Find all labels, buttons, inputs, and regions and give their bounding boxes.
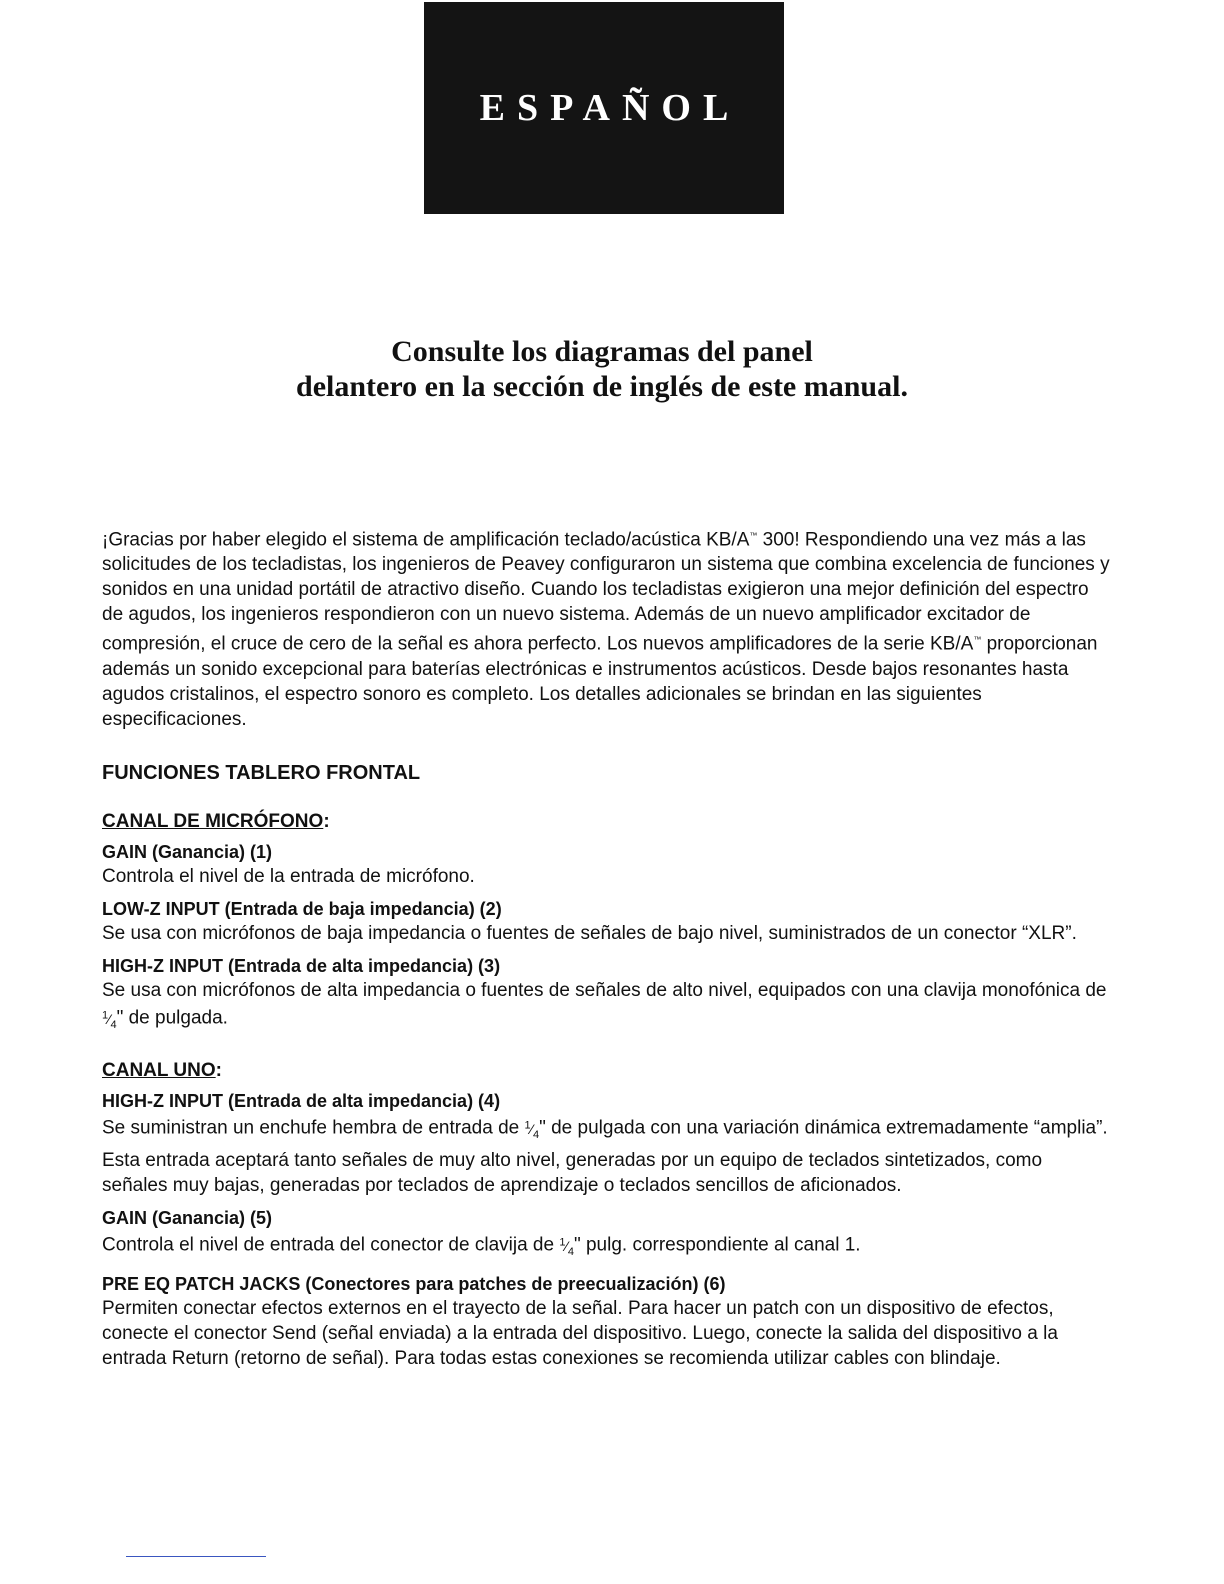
banner-title: ESPAÑOL bbox=[479, 87, 741, 129]
fraction-denominator: 4 bbox=[567, 1245, 574, 1258]
feature-title: PRE EQ PATCH JACKS (Conectores para patches de preecualización) (6) bbox=[102, 1274, 726, 1295]
fraction-quarter: $^1⁄_4$ bbox=[524, 1119, 540, 1141]
feature-body-pre: Controla el nivel de entrada del conector de clavija de bbox=[102, 1234, 560, 1256]
feature-body-post: " de pulgada. bbox=[116, 1007, 228, 1029]
feature-body-pre: Se suministran un enchufe hembra de entrada de bbox=[102, 1118, 525, 1140]
feature-item bbox=[102, 1272, 1112, 1371]
feature-item bbox=[102, 954, 1112, 1037]
feature-item bbox=[102, 1206, 1112, 1264]
features-content bbox=[102, 810, 1112, 1379]
feature-body-pre: Se usa con micrófonos de alta impedancia o fuentes de señales de alto nivel, equipados con una clavija monofónica de bbox=[102, 980, 1107, 1001]
feature-body-post: " pulg. correspondiente al canal 1. bbox=[573, 1234, 861, 1256]
channel-one-heading bbox=[102, 1059, 1112, 1083]
feature-body bbox=[102, 1113, 1112, 1197]
feature-body bbox=[102, 978, 1112, 1037]
feature-title: GAIN (Ganancia) (1) bbox=[102, 842, 273, 862]
fraction-numerator: 1 bbox=[559, 1235, 566, 1248]
page-subtitle bbox=[0, 334, 1214, 404]
channel-one-colon: : bbox=[215, 1060, 222, 1082]
feature-item bbox=[102, 840, 1112, 889]
feature-title: HIGH-Z INPUT (Entrada de alta impedancia) (3) bbox=[102, 956, 501, 976]
feature-title: LOW-Z INPUT (Entrada de baja impedancia) (2) bbox=[102, 899, 502, 919]
feature-item bbox=[102, 1089, 1112, 1197]
feature-body-post: " de pulgada con una variación dinámica extremadamente “amplia”. Esta entrada aceptará tanto señales de muy alto nivel, generadas por un equipo de teclados sintetizados, como señales muy bajas, generadas por teclados de aprendizaje o teclados sencillos de aficionados. bbox=[102, 1118, 1108, 1196]
fraction-numerator: 1 bbox=[102, 1009, 109, 1021]
fraction-denominator: 4 bbox=[110, 1018, 117, 1031]
feature-title: GAIN (Ganancia) (5) bbox=[102, 1207, 273, 1228]
channel-one-label: CANAL UNO bbox=[102, 1060, 216, 1082]
intro-paragraph bbox=[102, 523, 1112, 732]
mic-channel-colon: : bbox=[323, 811, 330, 832]
fraction-quarter: $^1⁄_4$ bbox=[102, 1009, 117, 1031]
subtitle-line-1: Consulte los diagramas del panel bbox=[391, 335, 813, 368]
feature-body: Se usa con micrófonos de baja impedancia o fuentes de señales de bajo nivel, suministrados de un conector “XLR”. bbox=[102, 923, 1077, 944]
fraction-denominator: 4 bbox=[532, 1128, 540, 1141]
feature-body bbox=[102, 1230, 1112, 1264]
feature-body: Permiten conectar efectos externos en el trayecto de la señal. Para hacer un patch con un dispositivo de efectos, conecte el conector Send (señal enviada) a la entrada del dispositivo. Luego, conecte la salida del dispositivo a la entrada Return (retorno de señal). Para todas estas conexiones se recomienda utilizar cables con blindaje. bbox=[102, 1298, 1058, 1370]
mic-channel-label: CANAL DE MICRÓFONO bbox=[102, 811, 324, 832]
section-title: FUNCIONES TABLERO FRONTAL bbox=[102, 762, 421, 784]
footer-rule bbox=[126, 1556, 266, 1557]
feature-title: HIGH-Z INPUT (Entrada de alta impedancia) (4) bbox=[102, 1091, 501, 1112]
intro-part-3: proporcionan además un sonido excepcional para baterías electrónicas e instrumentos acústicos. Desde bajos resonantes hasta agudos cristalinos, el espectro sonoro es completo. Los detalles adicionales se brindan en las siguientes especificaciones. bbox=[102, 633, 1098, 730]
intro-part-1: ¡Gracias por haber elegido el sistema de amplificación teclado/acústica KB/A bbox=[102, 529, 750, 551]
fraction-quarter: $^1⁄_4$ bbox=[559, 1235, 574, 1258]
fraction-numerator: 1 bbox=[524, 1119, 531, 1132]
trademark-symbol: ™ bbox=[749, 531, 758, 540]
intro-part-2: 300! Respondiendo una vez más a las solicitudes de los tecladistas, los ingenieros de Peavey configuraron un sistema que combina excelencia de funciones y sonidos en una unidad portátil de atractivo diseño. Cuando los tecladistas exigieron una mejor definición del espectro de agudos, los ingenieros respondieron con un nuevo sistema. Además de un nuevo amplificador excitador de compresión, el cruce de cero de la señal es ahora perfecto. Los nuevos amplificadores de la serie KB/A bbox=[102, 529, 1110, 655]
subtitle-line-2: delantero en la sección de inglés de este manual. bbox=[296, 370, 908, 403]
feature-item bbox=[102, 897, 1112, 946]
trademark-symbol-2: ™ bbox=[973, 635, 982, 645]
language-banner bbox=[424, 2, 784, 214]
feature-body: Controla el nivel de la entrada de micrófono. bbox=[102, 866, 475, 887]
mic-channel-heading bbox=[102, 810, 1112, 834]
